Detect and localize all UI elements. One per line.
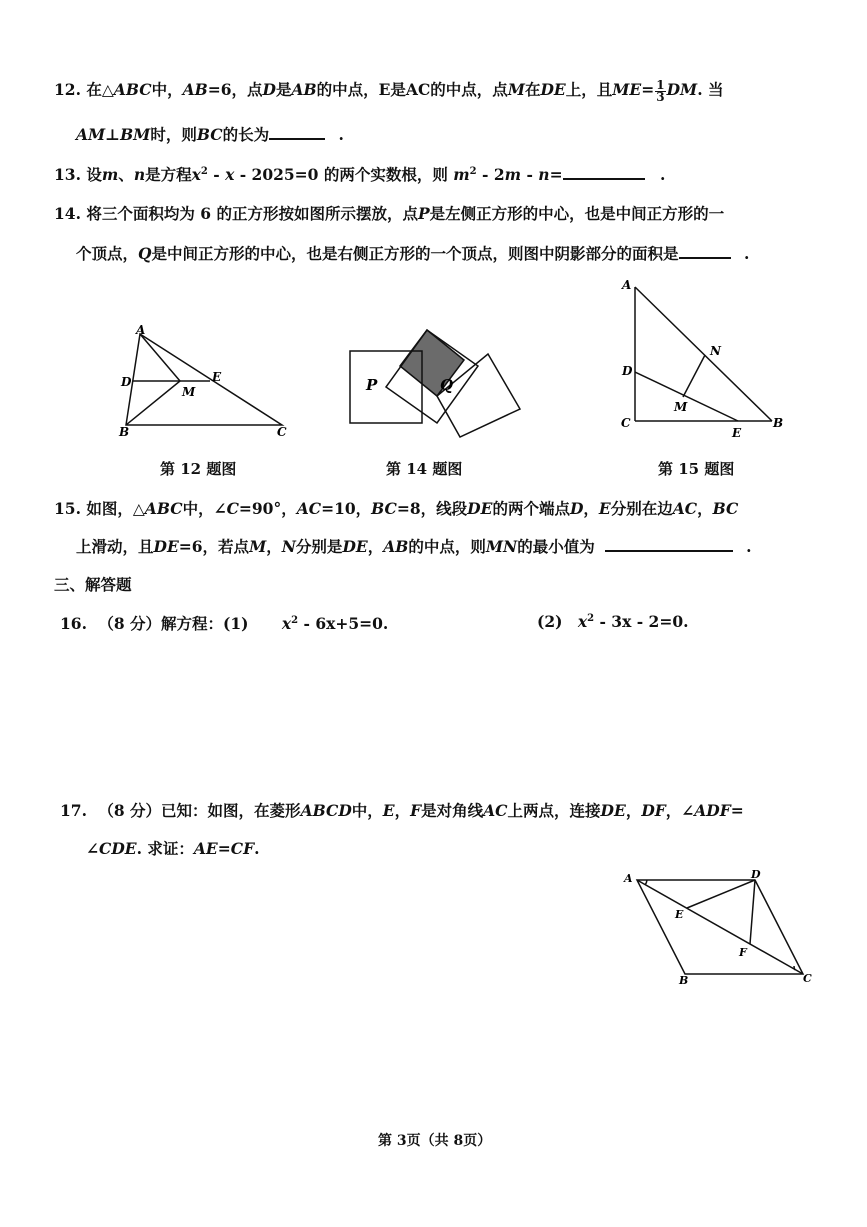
q15-line2: 上滑动，且DE=6，若点M，N分别是DE，AB的中点，则MN的最小值为 . xyxy=(76,537,752,556)
fig12-caption: 第 12 题图 xyxy=(160,460,237,478)
q16-equation-2: $x^2 - 3x - 2=0$. xyxy=(577,612,689,631)
q17-line1: 17. （8 分）已知：如图，在菱形ABCD中，E，F是对角线AC上两点，连接DE，DF，∠ADF= xyxy=(60,801,744,820)
q14-number: 14. xyxy=(54,204,81,223)
answer-blank-q12[interactable] xyxy=(269,138,325,140)
fig17-label-f: F xyxy=(739,946,747,959)
fig15-label-n: N xyxy=(710,344,721,358)
fig12-label-b: B xyxy=(119,425,130,439)
q12-line1: 12. 在△ABC中，AB=6，点D是AB的中点，E是AC的中点，点M在DE上，且ME= $\frac{1}{3}$ DM. 当 xyxy=(54,77,724,104)
fig12-label-m: M xyxy=(182,385,196,399)
fig15-label-m: M xyxy=(674,400,688,414)
q16-line: 16. （8 分）解方程：(1) $x^2 - 6x+5=0$. (2) $x^2 - 3x - 2=0$. xyxy=(60,612,689,633)
q14-line2: 个顶点，Q是中间正方形的中心，也是右侧正方形的一个顶点，则图中阴影部分的面积是 . xyxy=(76,244,750,263)
q13-line: 13. 设m、n是方程$x^2 - x - 2025=0$ 的两个实数根，则 $m^2 - 2m - n=$ . xyxy=(54,165,666,184)
fig14-label-q: Q xyxy=(440,376,454,394)
q13-number: 13. xyxy=(54,165,81,184)
fig15-label-e: E xyxy=(732,426,742,440)
q15-line1: 15. 如图，△ABC中，∠C=90°，AC=10，BC=8，线段DE的两个端点D，E分别在边AC，BC xyxy=(54,499,739,518)
fig17-label-e: E xyxy=(675,908,684,921)
fig14-label-p: P xyxy=(366,376,378,394)
q14-line1: 14. 将三个面积均为 6 的正方形按如图所示摆放，点P是左侧正方形的中心，也是中间正方形的一 xyxy=(54,204,725,223)
fig12-label-e: E xyxy=(212,370,222,384)
fraction-one-third: $\frac{1}{3}$ xyxy=(656,77,665,104)
q12-line2: AM⊥BM时，则BC的长为 . xyxy=(76,125,344,144)
fig17-label-b: B xyxy=(679,974,689,987)
fig15-label-c: C xyxy=(621,416,631,430)
q16-part-2: (2) $x^2 - 3x - 2=0$. xyxy=(537,612,689,631)
q17-number: 17. xyxy=(60,801,87,820)
answer-blank-q15[interactable] xyxy=(605,550,733,552)
section-title-answer-questions: 三、解答题 xyxy=(54,575,132,594)
fig14-caption: 第 14 题图 xyxy=(386,460,463,478)
fig12-label-a: A xyxy=(136,323,146,337)
fig12-label-d: D xyxy=(121,375,132,389)
q12-number: 12. xyxy=(54,80,81,99)
fig15-caption: 第 15 题图 xyxy=(658,460,735,478)
page-footer: 第 3页（共 8页） xyxy=(378,1133,492,1149)
q16-equation-1: $x^2 - 6x+5=0$. xyxy=(281,614,389,633)
shaded-region xyxy=(400,330,464,396)
figure-15 xyxy=(610,275,790,440)
fig15-label-a: A xyxy=(622,278,632,292)
fig17-label-a: A xyxy=(624,872,633,885)
q16-number: 16. xyxy=(60,614,87,633)
figure-14 xyxy=(340,322,530,440)
q15-number: 15. xyxy=(54,499,81,518)
fig17-label-d: D xyxy=(751,868,761,881)
q17-line2: ∠CDE. 求证：AE=CF. xyxy=(86,839,260,858)
figure-12 xyxy=(110,322,300,440)
fig17-label-c: C xyxy=(803,972,812,985)
answer-blank-q13[interactable] xyxy=(563,178,645,180)
fig15-label-d: D xyxy=(622,364,633,378)
fig12-label-c: C xyxy=(277,425,287,439)
fig15-label-b: B xyxy=(773,416,784,430)
answer-blank-q14[interactable] xyxy=(679,257,731,259)
figure-17 xyxy=(615,860,820,990)
